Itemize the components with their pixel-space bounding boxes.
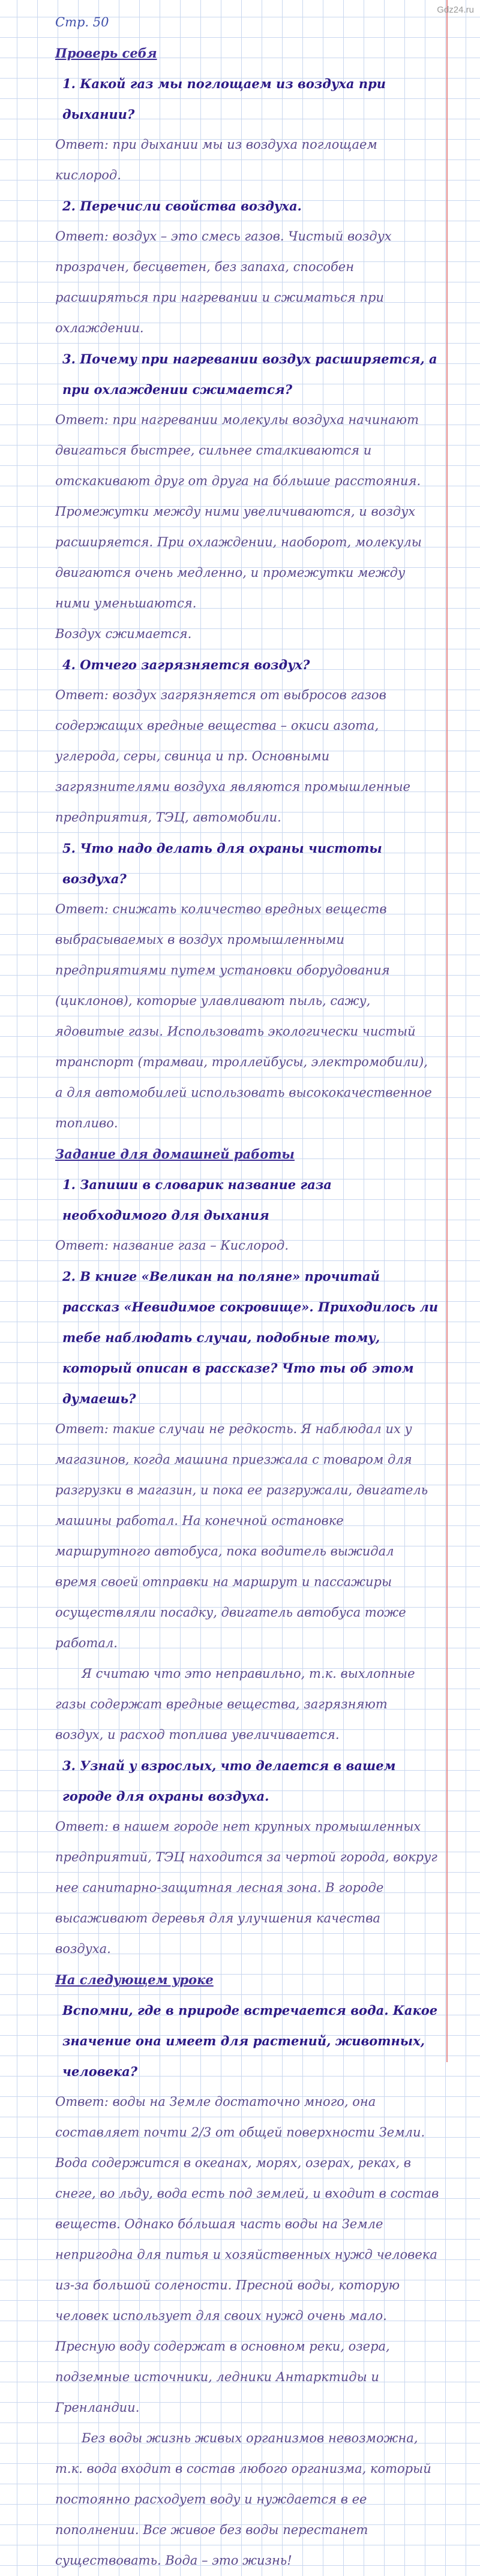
answer-3-paragraph-2: Воздух сжимается. [55, 627, 192, 641]
homework-answer-1 [55, 1230, 439, 1261]
answer-2 [55, 221, 439, 344]
answer-5 [55, 894, 439, 1139]
homework-question-2: 2. В книге «Великан на поляне» прочитай рассказ «Невидимое сокровище». Приходилось ли тебе наблюдать случаи, подобные тому, который описан в рассказе? Что ты об этом думаешь? [62, 1269, 439, 1406]
homework-answer-1-text: Ответ: название газа – Кислород. [55, 1238, 289, 1253]
answer-1 [55, 130, 439, 191]
question-5: 5. Что надо делать для охраны чистоты воздуха? [62, 841, 382, 886]
question-3: 3. Почему при нагревании воздух расширяется, а при охлаждении сжимается? [62, 351, 437, 397]
homework-question-3: 3. Узнай у взрослых, что делается в вашем городе для охраны воздуха. [62, 1758, 396, 1804]
answer-4-text: Ответ: воздух загрязняется от выбросов газов содержащих вредные вещества – окиси азота, углерода, серы, свинца и пр. Основными загрязнителями воздуха являются промышленные предприятия, ТЭЦ, автомобили. [55, 688, 410, 824]
next-lesson-answer [55, 2087, 439, 2576]
notebook-content [55, 7, 439, 2576]
answer-1-text: Ответ: при дыхании мы из воздуха поглощаем кислород. [55, 137, 377, 182]
next-lesson-question: Вспомни, где в природе встречается вода. Какое значение она имеет для растений, животных, человека? [62, 2003, 438, 2079]
homework-answer-3-text: Ответ: в нашем городе нет крупных промышленных предприятий, ТЭЦ находится за чертой города, вокруг нее санитарно-защитная лесная зона. В городе высаживают деревья для улучшения качества воздуха. [55, 1819, 437, 1956]
page-label: Стр. 50 [55, 15, 109, 29]
homework-answer-2-paragraph-2: Я считаю что это неправильно, т.к. выхлопные газы содержат вредные вещества, загрязняют воздух, и расход топлива увеличивается. [55, 1666, 415, 1742]
section-title-homework: Задание для домашней работы [55, 1146, 295, 1161]
homework-question-1: 1. Запиши в словарик название газа необходимого для дыхания [62, 1177, 332, 1223]
section-title-next-lesson: На следующем уроке [55, 1972, 214, 1987]
homework-answer-2 [55, 1414, 439, 1750]
answer-3 [55, 405, 439, 649]
answer-3-paragraph-1: Ответ: при нагревании молекулы воздуха начинают двигаться быстрее, сильнее сталкиваются и отскакивают друг от друга на бóльшие расстояния. Промежутки между ними увеличиваются, и воздух расширяется. При охлаждении, наоборот, молекулы двигаются очень медленно, и промежутки между ними уменьшаются. [55, 413, 422, 610]
question-1: 1. Какой газ мы поглощаем из воздуха при дыхании? [62, 76, 386, 122]
question-2: 2. Перечисли свойства воздуха. [62, 198, 302, 213]
homework-answer-3 [55, 1811, 439, 1964]
next-lesson-answer-paragraph-2: Без воды жизнь живых организмов невозможна, т.к. вода входит в состав любого организма, который постоянно расходует воду и нуждается в ее пополнении. Все живое без воды перестанет существовать. Вода – это жизнь! [55, 2431, 431, 2568]
question-4: 4. Отчего загрязняется воздух? [62, 657, 310, 672]
answer-5-text: Ответ: снижать количество вредных веществ выбрасываемых в воздух промышленными предприятиями путем установки оборудования (циклонов), которые улавливают пыль, сажу, ядовитые газы. Использовать экологически чистый транспорт (трамваи, троллейбусы, электромобили), а для автомобилей использовать высококачественное топливо. [55, 902, 432, 1130]
site-watermark: Gdz24.ru [437, 5, 474, 15]
answer-4 [55, 680, 439, 833]
notebook-margin-line [446, 0, 448, 2062]
homework-answer-2-paragraph-1: Ответ: такие случаи не редкость. Я наблюдал их у магазинов, когда машина приезжала с товаром для разгрузки в магазин, и пока ее разгружали, двигатель машины работал. На конечной остановке маршрутного автобуса, пока водитель выжидал время своей отправки на маршрут и пассажиры осуществляли посадку, двигатель автобуса тоже работал. [55, 1422, 428, 1650]
answer-2-text: Ответ: воздух – это смесь газов. Чистый воздух прозрачен, бесцветен, без запаха, способен расширяться при нагревании и сжиматься при охлаждении. [55, 229, 392, 335]
next-lesson-answer-paragraph-1: Ответ: воды на Земле достаточно много, она составляет почти 2/3 от общей поверхности Земли. Вода содержится в океанах, морях, озерах, реках, в снеге, во льду, вода есть под землей, и входит в состав веществ. Однако бóльшая часть воды на Земле непригодна для питья и хозяйственных нужд человека из-за большой солености. Пресной воды, которую человек использует для своих нужд очень мало. Пресную воду содержат в основном реки, озера, подземные источники, ледники Антарктиды и Гренландии. [55, 2094, 439, 2415]
section-title-check: Проверь себя [55, 46, 157, 61]
